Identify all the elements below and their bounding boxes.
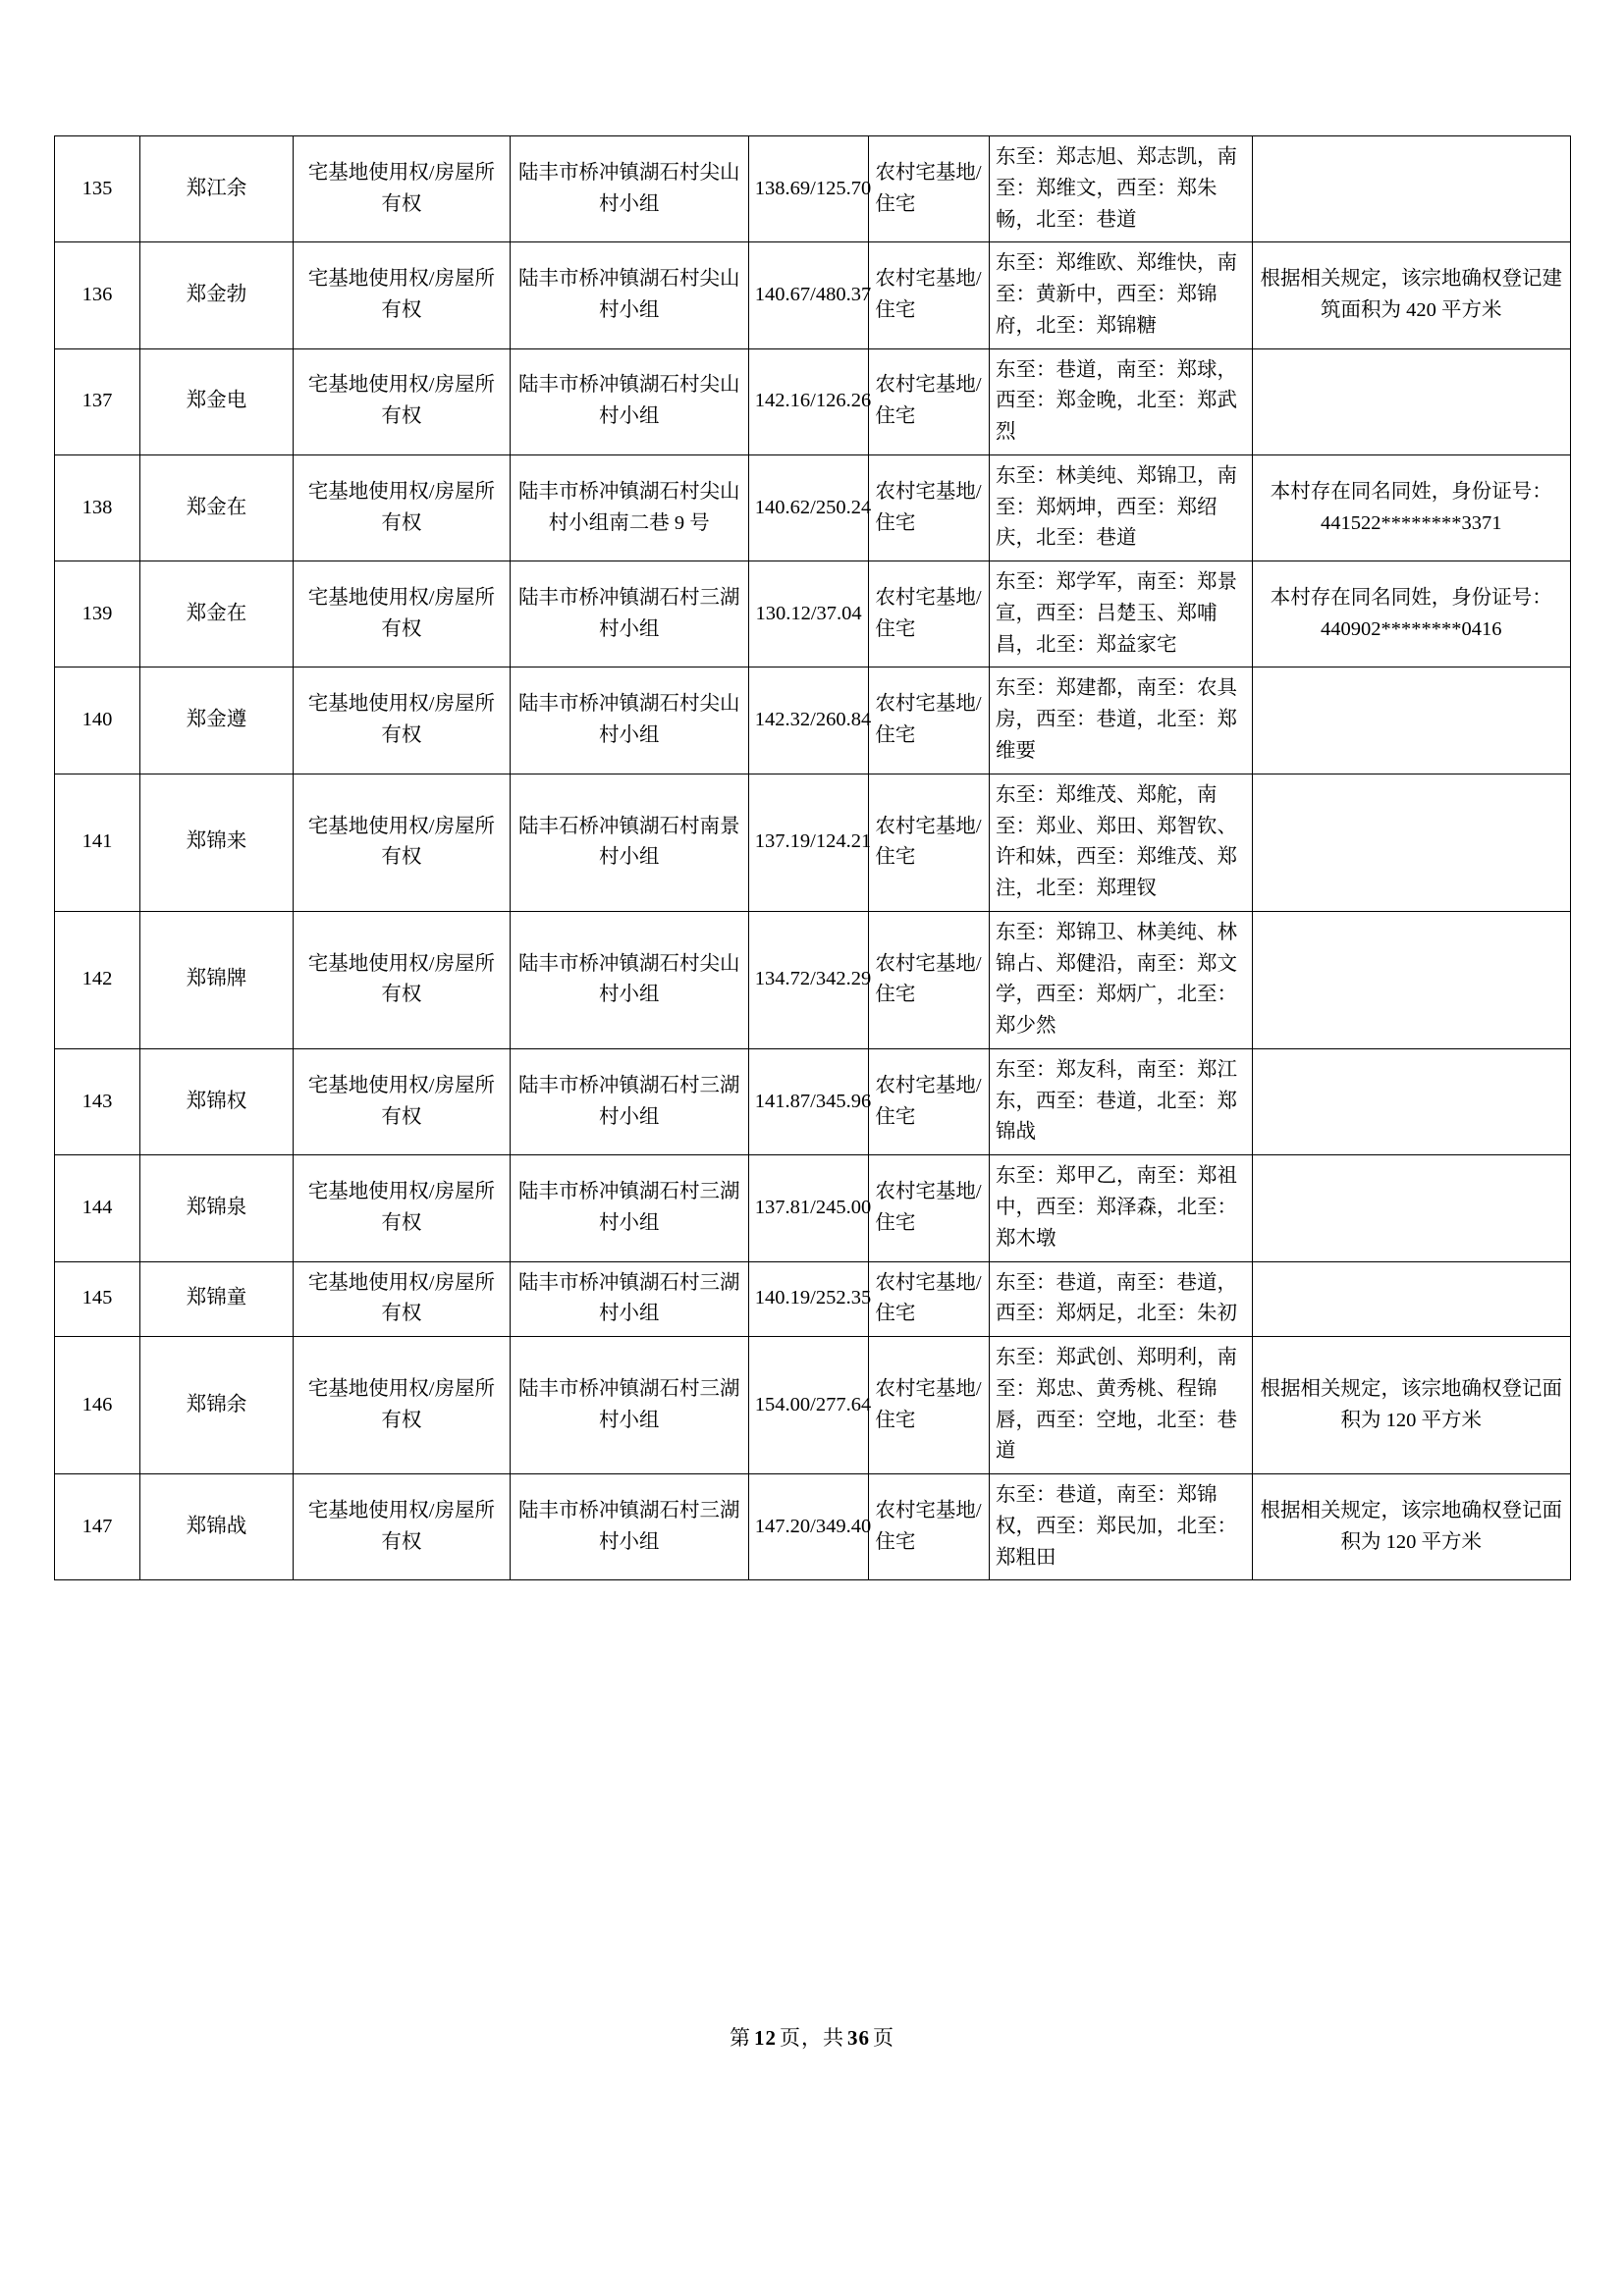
registration-table-container xyxy=(54,135,1571,1580)
cell-use: 农村宅基地/住宅 xyxy=(869,242,990,348)
cell-boundary: 东至：郑维茂、郑舵，南至：郑业、郑田、郑智钦、许和妹，西至：郑维茂、郑注，北至：郑理钗 xyxy=(990,774,1253,911)
cell-use: 农村宅基地/住宅 xyxy=(869,911,990,1048)
cell-area: 134.72/342.29 xyxy=(748,911,869,1048)
cell-right-type: 宅基地使用权/房屋所有权 xyxy=(294,774,511,911)
cell-boundary: 东至：郑志旭、郑志凯，南至：郑维文，西至：郑朱畅，北至：巷道 xyxy=(990,136,1253,242)
cell-area: 141.87/345.96 xyxy=(748,1048,869,1154)
cell-right-type: 宅基地使用权/房屋所有权 xyxy=(294,1337,511,1474)
cell-location: 陆丰市桥冲镇湖石村三湖村小组 xyxy=(510,1048,748,1154)
cell-name: 郑金勃 xyxy=(139,242,293,348)
cell-index: 139 xyxy=(55,561,140,667)
cell-area: 140.19/252.35 xyxy=(748,1261,869,1337)
cell-note xyxy=(1252,1048,1570,1154)
cell-boundary: 东至：郑甲乙，南至：郑祖中，西至：郑泽森，北至：郑木墩 xyxy=(990,1155,1253,1261)
cell-area: 147.20/349.40 xyxy=(748,1474,869,1580)
cell-boundary: 东至：巷道，南至：郑锦权，西至：郑民加，北至：郑粗田 xyxy=(990,1474,1253,1580)
cell-right-type: 宅基地使用权/房屋所有权 xyxy=(294,454,511,561)
table-row xyxy=(55,561,1571,667)
cell-note xyxy=(1252,1261,1570,1337)
cell-area: 137.81/245.00 xyxy=(748,1155,869,1261)
cell-use: 农村宅基地/住宅 xyxy=(869,1048,990,1154)
cell-area: 142.32/260.84 xyxy=(748,667,869,774)
table-row xyxy=(55,454,1571,561)
cell-right-type: 宅基地使用权/房屋所有权 xyxy=(294,242,511,348)
cell-index: 141 xyxy=(55,774,140,911)
cell-boundary: 东至：林美纯、郑锦卫，南至：郑炳坤，西至：郑绍庆，北至：巷道 xyxy=(990,454,1253,561)
cell-use: 农村宅基地/住宅 xyxy=(869,1155,990,1261)
cell-boundary: 东至：巷道，南至：郑球，西至：郑金晚，北至：郑武烈 xyxy=(990,348,1253,454)
cell-use: 农村宅基地/住宅 xyxy=(869,1474,990,1580)
cell-note xyxy=(1252,911,1570,1048)
cell-index: 140 xyxy=(55,667,140,774)
cell-index: 135 xyxy=(55,136,140,242)
table-row xyxy=(55,1048,1571,1154)
cell-note: 根据相关规定，该宗地确权登记面积为 120 平方米 xyxy=(1252,1337,1570,1474)
cell-boundary: 东至：巷道，南至：巷道，西至：郑炳足，北至：朱初 xyxy=(990,1261,1253,1337)
cell-use: 农村宅基地/住宅 xyxy=(869,561,990,667)
cell-use: 农村宅基地/住宅 xyxy=(869,136,990,242)
footer-prefix: 第 xyxy=(730,2026,751,2050)
cell-note: 根据相关规定，该宗地确权登记建筑面积为 420 平方米 xyxy=(1252,242,1570,348)
cell-note xyxy=(1252,1155,1570,1261)
cell-use: 农村宅基地/住宅 xyxy=(869,774,990,911)
cell-name: 郑锦余 xyxy=(139,1337,293,1474)
cell-use: 农村宅基地/住宅 xyxy=(869,667,990,774)
cell-location: 陆丰市桥冲镇湖石村尖山村小组 xyxy=(510,911,748,1048)
cell-note xyxy=(1252,136,1570,242)
table-row xyxy=(55,136,1571,242)
cell-name: 郑锦战 xyxy=(139,1474,293,1580)
cell-index: 147 xyxy=(55,1474,140,1580)
cell-name: 郑金在 xyxy=(139,561,293,667)
cell-area: 140.62/250.24 xyxy=(748,454,869,561)
cell-name: 郑金遵 xyxy=(139,667,293,774)
cell-index: 138 xyxy=(55,454,140,561)
cell-use: 农村宅基地/住宅 xyxy=(869,454,990,561)
cell-name: 郑金在 xyxy=(139,454,293,561)
footer-page-number: 12 xyxy=(754,2026,777,2050)
cell-note xyxy=(1252,774,1570,911)
footer-middle: 页，共 xyxy=(780,2026,844,2050)
table-row xyxy=(55,1474,1571,1580)
cell-index: 144 xyxy=(55,1155,140,1261)
cell-location: 陆丰市桥冲镇湖石村尖山村小组 xyxy=(510,667,748,774)
table-body xyxy=(55,136,1571,1580)
table-row xyxy=(55,348,1571,454)
cell-area: 140.67/480.37 xyxy=(748,242,869,348)
footer-suffix: 页 xyxy=(873,2026,894,2050)
table-row xyxy=(55,1155,1571,1261)
cell-use: 农村宅基地/住宅 xyxy=(869,1337,990,1474)
cell-right-type: 宅基地使用权/房屋所有权 xyxy=(294,348,511,454)
cell-note: 本村存在同名同姓，身份证号：440902********0416 xyxy=(1252,561,1570,667)
cell-location: 陆丰市桥冲镇湖石村尖山村小组 xyxy=(510,136,748,242)
page-footer xyxy=(0,2022,1624,2052)
cell-location: 陆丰石桥冲镇湖石村南景村小组 xyxy=(510,774,748,911)
cell-name: 郑锦泉 xyxy=(139,1155,293,1261)
table-row xyxy=(55,1337,1571,1474)
cell-note xyxy=(1252,348,1570,454)
cell-boundary: 东至：郑建都，南至：农具房，西至：巷道，北至：郑维要 xyxy=(990,667,1253,774)
cell-boundary: 东至：郑锦卫、林美纯、林锦占、郑健沿，南至：郑文学，西至：郑炳广，北至：郑少然 xyxy=(990,911,1253,1048)
cell-right-type: 宅基地使用权/房屋所有权 xyxy=(294,1048,511,1154)
cell-index: 145 xyxy=(55,1261,140,1337)
cell-note: 本村存在同名同姓，身份证号：441522********3371 xyxy=(1252,454,1570,561)
cell-index: 136 xyxy=(55,242,140,348)
cell-area: 137.19/124.21 xyxy=(748,774,869,911)
cell-name: 郑锦牌 xyxy=(139,911,293,1048)
cell-location: 陆丰市桥冲镇湖石村尖山村小组 xyxy=(510,348,748,454)
cell-index: 142 xyxy=(55,911,140,1048)
cell-area: 142.16/126.26 xyxy=(748,348,869,454)
cell-location: 陆丰市桥冲镇湖石村尖山村小组南二巷 9 号 xyxy=(510,454,748,561)
cell-boundary: 东至：郑武创、郑明利，南至：郑忠、黄秀桃、程锦唇，西至：空地，北至：巷道 xyxy=(990,1337,1253,1474)
cell-right-type: 宅基地使用权/房屋所有权 xyxy=(294,1474,511,1580)
cell-name: 郑锦权 xyxy=(139,1048,293,1154)
cell-area: 130.12/37.04 xyxy=(748,561,869,667)
cell-area: 154.00/277.64 xyxy=(748,1337,869,1474)
cell-right-type: 宅基地使用权/房屋所有权 xyxy=(294,1261,511,1337)
cell-index: 143 xyxy=(55,1048,140,1154)
footer-total-pages: 36 xyxy=(847,2026,870,2050)
table-row xyxy=(55,667,1571,774)
table-row xyxy=(55,242,1571,348)
cell-right-type: 宅基地使用权/房屋所有权 xyxy=(294,136,511,242)
cell-boundary: 东至：郑友科，南至：郑江东，西至：巷道，北至：郑锦战 xyxy=(990,1048,1253,1154)
table-row xyxy=(55,774,1571,911)
cell-name: 郑金电 xyxy=(139,348,293,454)
cell-right-type: 宅基地使用权/房屋所有权 xyxy=(294,1155,511,1261)
cell-right-type: 宅基地使用权/房屋所有权 xyxy=(294,667,511,774)
table-row xyxy=(55,911,1571,1048)
cell-location: 陆丰市桥冲镇湖石村三湖村小组 xyxy=(510,1337,748,1474)
cell-boundary: 东至：郑维欧、郑维快，南至：黄新中，西至：郑锦府，北至：郑锦糖 xyxy=(990,242,1253,348)
cell-boundary: 东至：郑学军，南至：郑景宣，西至：吕楚玉、郑哺昌，北至：郑益家宅 xyxy=(990,561,1253,667)
cell-use: 农村宅基地/住宅 xyxy=(869,1261,990,1337)
cell-location: 陆丰市桥冲镇湖石村三湖村小组 xyxy=(510,1261,748,1337)
cell-name: 郑锦来 xyxy=(139,774,293,911)
cell-area: 138.69/125.70 xyxy=(748,136,869,242)
cell-name: 郑锦童 xyxy=(139,1261,293,1337)
cell-note xyxy=(1252,667,1570,774)
registration-table xyxy=(54,135,1571,1580)
cell-right-type: 宅基地使用权/房屋所有权 xyxy=(294,911,511,1048)
cell-location: 陆丰市桥冲镇湖石村三湖村小组 xyxy=(510,1474,748,1580)
cell-location: 陆丰市桥冲镇湖石村三湖村小组 xyxy=(510,1155,748,1261)
cell-use: 农村宅基地/住宅 xyxy=(869,348,990,454)
cell-note: 根据相关规定，该宗地确权登记面积为 120 平方米 xyxy=(1252,1474,1570,1580)
cell-right-type: 宅基地使用权/房屋所有权 xyxy=(294,561,511,667)
cell-index: 137 xyxy=(55,348,140,454)
cell-index: 146 xyxy=(55,1337,140,1474)
cell-location: 陆丰市桥冲镇湖石村尖山村小组 xyxy=(510,242,748,348)
cell-name: 郑江余 xyxy=(139,136,293,242)
table-row xyxy=(55,1261,1571,1337)
cell-location: 陆丰市桥冲镇湖石村三湖村小组 xyxy=(510,561,748,667)
